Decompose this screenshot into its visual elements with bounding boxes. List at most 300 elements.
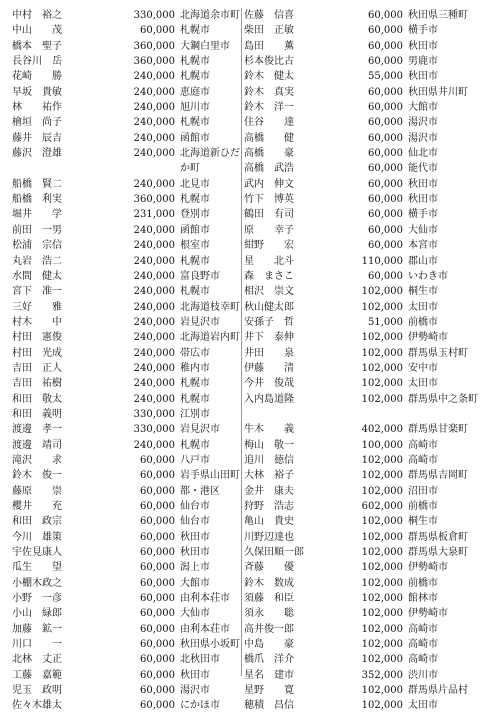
donation-amount: 360,000	[133, 56, 175, 68]
donor-name: 高橋 武浩	[244, 163, 294, 175]
table-row	[244, 545, 476, 560]
donation-amount: 102,000	[361, 608, 403, 620]
donor-address: 伊勢崎市	[408, 332, 448, 344]
table-row	[12, 683, 238, 698]
donor-name: 佐々木雄太	[12, 700, 62, 712]
donation-amount: 240,000	[133, 301, 175, 313]
donor-address: 札幌市	[180, 286, 210, 298]
donor-name: 武内 伸文	[244, 178, 294, 190]
donation-amount: 102,000	[361, 593, 403, 605]
donor-name: 船橋 賢二	[12, 178, 62, 190]
donation-amount: 240,000	[133, 393, 175, 405]
donor-address: 桐生市	[408, 516, 438, 528]
donor-address: 北海道新ひだか町	[180, 148, 240, 175]
donor-address: 北海道枝幸町	[180, 301, 240, 313]
table-row	[12, 238, 238, 253]
donation-amount: 60,000	[368, 25, 403, 37]
donation-amount: 102,000	[361, 639, 403, 651]
table-row	[244, 269, 476, 284]
donor-address: 郡山市	[408, 255, 438, 267]
donor-name: 渡邊 靖司	[12, 439, 62, 451]
donor-name: 長谷川 岳	[12, 56, 62, 68]
donor-address: 稚内市	[180, 362, 210, 374]
table-row	[244, 683, 476, 698]
donor-address: 大仙市	[408, 224, 438, 236]
donor-name: 和田 政宗	[12, 516, 62, 528]
donation-amount: 60,000	[140, 593, 175, 605]
table-row	[12, 468, 238, 483]
donation-amount: 102,000	[361, 577, 403, 589]
donor-address: 秋田県三種町	[408, 10, 468, 21]
donor-name: 久保田順一郎	[244, 547, 304, 559]
table-row	[12, 315, 238, 330]
donation-amount: 102,000	[361, 516, 403, 528]
table-row	[12, 514, 238, 529]
donor-name: 星 北斗	[244, 255, 294, 267]
table-row	[12, 392, 238, 407]
donation-amount: 240,000	[133, 102, 175, 114]
donation-amount: 102,000	[361, 332, 403, 344]
donation-amount: 60,000	[368, 270, 403, 282]
donor-address: 仙北市	[408, 148, 438, 160]
donor-name: 高井俊一郎	[244, 623, 294, 635]
table-row	[244, 100, 476, 115]
donor-name: 堀井 学	[12, 209, 62, 221]
donation-amount: 60,000	[140, 516, 175, 528]
table-row	[12, 453, 238, 468]
donation-amount: 60,000	[140, 654, 175, 666]
donor-name: 須永 聡	[244, 608, 294, 620]
donation-amount: 240,000	[133, 86, 175, 98]
donor-name: 工藤 嘉範	[12, 669, 62, 681]
donor-address: 都・港区	[180, 485, 220, 497]
donation-amount: 102,000	[361, 286, 403, 298]
donor-address: 群馬県大泉町	[408, 547, 468, 559]
donor-name: 金井 康夫	[244, 485, 294, 497]
donation-amount: 240,000	[133, 178, 175, 190]
donation-amount: 240,000	[133, 347, 175, 359]
table-row	[12, 192, 238, 207]
donor-address: 前橋市	[408, 577, 438, 589]
table-row	[244, 361, 476, 376]
donor-name: 追川 徳信	[244, 454, 294, 466]
donor-address: 群馬県玉村町	[408, 347, 468, 359]
donation-amount: 102,000	[361, 454, 403, 466]
donation-amount: 102,000	[361, 562, 403, 574]
donor-address: 横手市	[408, 209, 438, 221]
donation-amount: 330,000	[133, 424, 175, 436]
donation-amount: 240,000	[133, 255, 175, 267]
table-row	[244, 698, 476, 713]
table-row	[12, 422, 238, 437]
table-row	[12, 39, 238, 54]
donation-amount: 60,000	[140, 25, 175, 37]
donor-name: 鈴木 健太	[244, 71, 294, 83]
donor-name: 櫻井 充	[12, 501, 62, 512]
donor-name: 船橋 利実	[12, 194, 62, 206]
donor-name: 杉本俊比古	[244, 56, 294, 68]
table-row	[12, 576, 238, 591]
donation-amount: 240,000	[133, 286, 175, 298]
donor-name: 小野 一彦	[12, 593, 62, 605]
donor-name: 藤沢 澄雄	[12, 148, 62, 160]
donation-amount: 60,000	[368, 102, 403, 114]
donation-amount: 102,000	[361, 623, 403, 635]
table-row	[12, 637, 238, 652]
donor-address: 桐生市	[408, 286, 438, 298]
table-row	[12, 622, 238, 637]
donor-name: 牛木 義	[244, 424, 294, 436]
table-row	[12, 100, 238, 115]
table-row	[244, 54, 476, 69]
donor-address: 秋田市	[408, 71, 438, 83]
donor-name: 小山 緑郎	[12, 608, 62, 620]
donor-name: 藤原 崇	[12, 485, 62, 497]
donor-address: 札幌市	[180, 194, 210, 206]
donation-amount: 330,000	[133, 408, 175, 420]
donor-name: 橋本 聖子	[12, 40, 62, 52]
donor-address: 大館市	[180, 577, 210, 589]
donor-name: 相沢 崇文	[244, 286, 294, 298]
right-column	[244, 8, 478, 712]
table-row	[244, 161, 476, 176]
donor-name: 児玉 政明	[12, 685, 62, 697]
donor-name: 鶴田 有司	[244, 209, 294, 221]
table-row	[12, 146, 238, 177]
donation-amount: 60,000	[140, 623, 175, 635]
donor-address: 仙台市	[180, 501, 210, 512]
donor-name: 小棚木政之	[12, 577, 62, 589]
table-row	[244, 238, 476, 253]
donation-amount: 102,000	[361, 362, 403, 374]
donor-name: 狩野 浩志	[244, 501, 294, 512]
donor-name: 入内島道隆	[244, 393, 294, 405]
donor-address: 函館市	[180, 132, 210, 144]
table-row	[12, 131, 238, 146]
table-row	[244, 668, 476, 683]
donor-address: 伊勢崎市	[408, 608, 448, 620]
donation-amount: 60,000	[368, 86, 403, 98]
table-row	[244, 146, 476, 161]
donor-name: 星野 寛	[244, 685, 294, 697]
donor-name: 森 まさこ	[244, 270, 294, 282]
table-row	[12, 254, 238, 269]
table-row	[12, 177, 238, 192]
donation-amount: 60,000	[368, 40, 403, 52]
donor-address: 湯沢市	[180, 685, 210, 697]
donor-address: 伊勢崎市	[408, 562, 448, 574]
table-row	[244, 376, 476, 391]
donor-name: 吉田 祐樹	[12, 378, 62, 390]
donor-name: 大林 裕子	[244, 470, 294, 482]
donation-amount: 102,000	[361, 685, 403, 697]
donor-name: 住谷 達	[244, 117, 294, 129]
donor-name: 檜垣 尚子	[12, 117, 62, 129]
donor-name: 鈴木 俊一	[12, 470, 62, 482]
donation-amount: 60,000	[368, 163, 403, 175]
donor-address: 群馬県吉岡町	[408, 470, 468, 482]
table-row	[12, 300, 238, 315]
table-row	[12, 330, 238, 345]
donor-address: 北海道余市町	[180, 10, 240, 21]
donor-name: 吉田 正人	[12, 362, 62, 374]
donation-amount: 60,000	[140, 501, 175, 512]
donor-address: 秋田市	[180, 531, 210, 543]
table-row	[12, 223, 238, 238]
donor-address: 前橋市	[408, 501, 438, 512]
donor-address: 高崎市	[408, 654, 438, 666]
donor-address: 高崎市	[408, 439, 438, 451]
donor-name: 梅山 敬一	[244, 439, 294, 451]
donor-name: 前田 一男	[12, 224, 62, 236]
donation-amount: 240,000	[133, 224, 175, 236]
table-row	[244, 530, 476, 545]
donor-name: 秋山健太郎	[244, 301, 294, 313]
donor-name: 島田 薫	[244, 40, 294, 52]
table-row	[244, 453, 476, 468]
donation-amount: 55,000	[368, 71, 403, 83]
donor-address: 潟上市	[180, 562, 210, 574]
donor-name: 川野辺達也	[244, 531, 294, 543]
donor-name: 滝沢 求	[12, 454, 62, 466]
table-row	[244, 438, 476, 453]
table-row	[12, 346, 238, 361]
donor-name: 村田 光成	[12, 347, 62, 359]
table-row	[244, 484, 476, 499]
table-row	[12, 499, 238, 514]
donor-address: 帯広市	[180, 347, 210, 359]
donor-address: 旭川市	[180, 102, 210, 114]
table-row	[12, 698, 238, 713]
donation-amount: 102,000	[361, 700, 403, 712]
table-row	[244, 637, 476, 652]
table-row	[12, 530, 238, 545]
donor-name: 今川 雄策	[12, 531, 62, 543]
donation-amount: 60,000	[368, 117, 403, 129]
donor-name: 渡邊 孝一	[12, 424, 62, 436]
donor-address: 太田市	[408, 378, 438, 390]
donor-address: 恵庭市	[180, 86, 210, 98]
table-row	[12, 115, 238, 130]
donation-amount: 231,000	[133, 209, 175, 221]
donor-name: 亀山 貴史	[244, 516, 294, 528]
table-row	[244, 514, 476, 529]
donor-address: 秋田市	[408, 194, 438, 206]
donor-name: 川口 一	[12, 639, 62, 651]
donation-amount: 102,000	[361, 485, 403, 497]
donor-address: 渋川市	[408, 669, 438, 681]
donation-amount: 100,000	[361, 439, 403, 451]
table-row	[12, 591, 238, 606]
donor-name: 穂積 昌信	[244, 700, 294, 712]
donor-address: 安中市	[408, 362, 438, 374]
donation-amount: 402,000	[361, 424, 403, 436]
table-row	[244, 131, 476, 146]
donor-name: 松浦 宗信	[12, 240, 62, 252]
donation-amount: 60,000	[368, 224, 403, 236]
donation-amount: 240,000	[133, 117, 175, 129]
donation-amount: 240,000	[133, 378, 175, 390]
donor-address: 北秋田市	[180, 654, 220, 666]
donor-address: 館林市	[408, 593, 438, 605]
table-row	[244, 652, 476, 667]
donation-amount: 60,000	[140, 531, 175, 543]
donor-address: 江別市	[180, 408, 210, 420]
donor-address: 札幌市	[180, 25, 210, 37]
donation-amount: 60,000	[368, 132, 403, 144]
table-row	[12, 438, 238, 453]
table-row	[244, 8, 476, 23]
donor-name: 中村 裕之	[12, 10, 62, 21]
donor-address: 横手市	[408, 25, 438, 37]
donor-name: 村田 憲俊	[12, 332, 62, 344]
donor-name: 竹下 博英	[244, 194, 294, 206]
donation-amount: 240,000	[133, 148, 175, 160]
donor-address: 北見市	[180, 178, 210, 190]
donor-address: 群馬県板倉町	[408, 531, 468, 543]
table-row	[244, 192, 476, 207]
donor-address: 本宮市	[408, 240, 438, 252]
donor-address: 岩手県山田町	[180, 470, 240, 482]
donation-amount: 102,000	[361, 470, 403, 482]
donor-name: 加藤 鉱一	[12, 623, 62, 635]
donation-amount: 102,000	[361, 654, 403, 666]
donor-name: 高橋 健	[244, 132, 294, 144]
table-row	[244, 177, 476, 192]
table-row	[12, 484, 238, 499]
donation-amount: 102,000	[361, 547, 403, 559]
donation-amount: 60,000	[368, 10, 403, 21]
donor-name: 藤井 辰吉	[12, 132, 62, 144]
donor-address: 男鹿市	[408, 56, 438, 68]
donor-address: 札幌市	[180, 56, 210, 68]
donor-address: 群馬県中之条町	[408, 393, 478, 405]
column-divider	[241, 8, 242, 676]
table-row	[12, 207, 238, 222]
table-row	[244, 468, 476, 483]
donation-amount: 602,000	[361, 501, 403, 512]
donor-address: 群馬県甘楽町	[408, 424, 468, 436]
donation-amount: 60,000	[368, 194, 403, 206]
donor-address: 札幌市	[180, 117, 210, 129]
donor-name: 鈴木 洋一	[244, 102, 294, 114]
table-row	[244, 330, 476, 345]
table-row	[12, 69, 238, 84]
donor-address: 湯沢市	[408, 117, 438, 129]
donor-address: 秋田市	[180, 547, 210, 559]
donor-address: 高崎市	[408, 623, 438, 635]
table-row	[244, 499, 476, 514]
donor-address: 富良野市	[180, 270, 220, 282]
donor-name: 井下 泰伸	[244, 332, 294, 344]
donation-amount: 60,000	[140, 685, 175, 697]
donation-amount: 240,000	[133, 362, 175, 374]
table-row	[244, 591, 476, 606]
table-row	[12, 652, 238, 667]
table-row	[12, 284, 238, 299]
donor-address: 札幌市	[180, 439, 210, 451]
table-row	[12, 668, 238, 683]
donation-amount: 60,000	[368, 209, 403, 221]
donor-address: 高崎市	[408, 454, 438, 466]
donor-name: 佐藤 信喜	[244, 10, 294, 21]
donor-address: 北海道岩内町	[180, 332, 240, 344]
donor-address: 群馬県片品村	[408, 685, 468, 697]
table-row	[12, 545, 238, 560]
table-row	[244, 85, 476, 100]
donor-name: 村木 中	[12, 316, 62, 328]
donor-name: 三好 雅	[12, 301, 62, 313]
donor-address: 札幌市	[180, 71, 210, 83]
donation-amount: 330,000	[133, 10, 175, 21]
donor-address: にかほ市	[180, 700, 220, 712]
donation-amount: 60,000	[368, 178, 403, 190]
donor-address: いわき市	[408, 270, 448, 282]
donor-name: 和田 敬太	[12, 393, 62, 405]
donor-name: 原 幸子	[244, 224, 294, 236]
donation-amount: 60,000	[368, 240, 403, 252]
donor-name: 宮下 准一	[12, 286, 62, 298]
donation-amount: 110,000	[361, 255, 403, 267]
donation-amount: 240,000	[133, 71, 175, 83]
donor-address: 秋田市	[180, 669, 210, 681]
donor-address: 仙台市	[180, 516, 210, 528]
donation-amount: 102,000	[361, 378, 403, 390]
donor-name: 中島 豪	[244, 639, 294, 651]
donor-address: 札幌市	[180, 378, 210, 390]
donor-name: 須藤 和臣	[244, 593, 294, 605]
donation-amount: 240,000	[133, 270, 175, 282]
table-row	[12, 407, 238, 422]
donor-name: 鈴木 真実	[244, 86, 294, 98]
donor-name: 安孫子 哲	[244, 316, 294, 328]
donor-name: 林 祐作	[12, 102, 62, 114]
donation-amount: 60,000	[140, 470, 175, 482]
donor-address: 湯沢市	[408, 132, 438, 144]
table-row	[244, 254, 476, 269]
donation-amount: 240,000	[133, 132, 175, 144]
table-row	[12, 85, 238, 100]
table-row	[244, 23, 476, 38]
donation-amount: 60,000	[368, 148, 403, 160]
donation-amount: 102,000	[361, 301, 403, 313]
table-row	[12, 606, 238, 621]
table-row	[244, 392, 476, 423]
table-row	[244, 115, 476, 130]
donor-address: 由利本荘市	[180, 593, 230, 605]
left-column	[12, 8, 240, 712]
donor-name: 早坂 貴敏	[12, 86, 62, 98]
donor-name: 今井 俊哉	[244, 378, 294, 390]
donor-name: 高橋 豪	[244, 148, 294, 160]
donor-address: 前橋市	[408, 316, 438, 328]
donor-name: 紺野 宏	[244, 240, 294, 252]
donation-amount: 60,000	[140, 547, 175, 559]
donor-name: 花崎 勝	[12, 71, 62, 83]
table-row	[12, 54, 238, 69]
donor-address: 大館市	[408, 102, 438, 114]
donation-amount: 60,000	[140, 669, 175, 681]
donor-name: 伊藤 清	[244, 362, 294, 374]
table-row	[244, 576, 476, 591]
donor-name: 星名 建市	[244, 669, 294, 681]
donation-amount: 360,000	[133, 194, 175, 206]
donor-address: 高崎市	[408, 639, 438, 651]
table-row	[12, 376, 238, 391]
donor-name: 井田 泉	[244, 347, 294, 359]
table-row	[244, 223, 476, 238]
donation-amount: 51,000	[368, 316, 403, 328]
